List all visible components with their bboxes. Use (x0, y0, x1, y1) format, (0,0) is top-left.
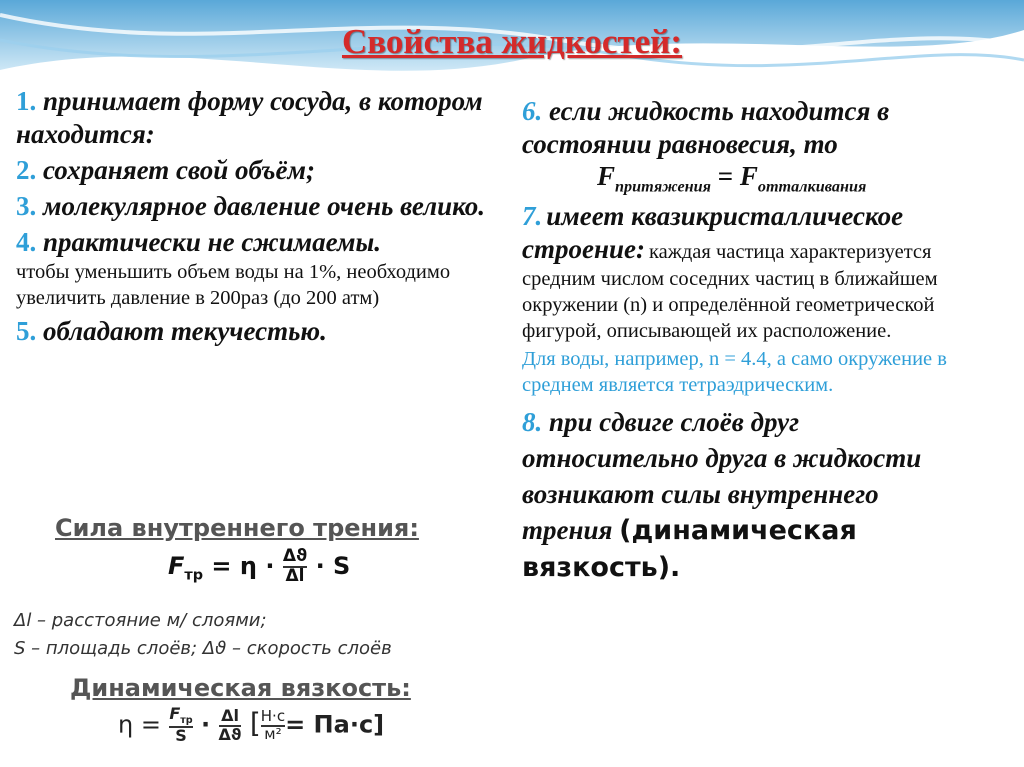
viscosity-denominator-2: Δϑ (218, 724, 242, 744)
friction-denominator: Δl (285, 565, 305, 586)
friction-f: F (168, 551, 185, 580)
viscosity-unit-fraction (260, 706, 286, 743)
property-3-text: молекулярное давление очень велико. (43, 191, 485, 221)
property-7 (522, 200, 1002, 344)
viscosity-numerator-1 (169, 706, 192, 728)
property-1-number: 1. (16, 86, 37, 116)
property-5-text: обладают текучестью. (43, 316, 327, 346)
property-7-text: имеет квазикристаллическое строение: (522, 201, 904, 265)
property-4-note: чтобы уменьшить объем воды на 1%, необходимо увеличить давление в 200раз (до 200 атм) (16, 261, 451, 309)
property-8 (522, 404, 962, 586)
property-4 (16, 226, 486, 259)
viscosity-numerator-2: Δl (219, 708, 242, 727)
viscosity-denominator-1: S (175, 726, 187, 746)
friction-legend-2: S – площадь слоёв; Δϑ – скорость слоёв (14, 638, 392, 659)
friction-mult: · S (315, 551, 351, 580)
viscosity-open-bracket: [ (249, 706, 261, 740)
friction-legend-1: Δl – расстояние м/ слоями; (14, 610, 267, 631)
viscosity-fraction-2 (218, 705, 242, 744)
friction-f-sub: тр (184, 567, 204, 584)
property-1-text: принимает форму сосуда, в котором находится: (16, 86, 483, 149)
friction-numerator: Δϑ (282, 546, 308, 566)
formula-f2: F (739, 161, 758, 191)
left-column (16, 85, 486, 348)
viscosity-unit-numerator: Н·с (260, 706, 286, 725)
page-title: Свойства жидкостей: (341, 22, 683, 61)
viscosity-fraction-1 (169, 706, 192, 745)
property-8-paren: (динамическая вязкость). (522, 515, 857, 584)
property-7-note: каждая частица характеризуется средним числом соседних частиц в ближайшем окружении (n) и определённой геометрической фигурой, описывающей их расположение. (522, 241, 938, 343)
formula-f1: F (597, 161, 616, 191)
friction-formula (168, 548, 350, 586)
viscosity-eta: η = (118, 710, 161, 739)
property-6-number: 6. (522, 96, 543, 126)
viscosity-unit: = Па·с] (285, 710, 385, 739)
property-8-number: 8. (522, 407, 543, 438)
property-6-text: если жидкость находится в состоянии равновесия, то (522, 96, 890, 159)
viscosity-f-sub: тр (180, 715, 193, 727)
equilibrium-formula (597, 161, 1024, 196)
friction-eq: = η · (211, 551, 275, 580)
friction-fraction (283, 548, 307, 586)
property-7-number: 7. (522, 201, 543, 232)
viscosity-f: F (169, 704, 181, 723)
property-5-number: 5. (16, 316, 37, 346)
property-4-text: практически не сжимаемы. (43, 227, 381, 257)
viscosity-unit-denominator: м² (264, 724, 282, 743)
property-8-text: при сдвиге слоёв друг относительно друга в жидкости возникают силы внутреннего трения (522, 407, 922, 546)
formula-eq: = (710, 161, 740, 191)
property-2-number: 2. (16, 155, 37, 185)
property-2 (16, 154, 486, 187)
property-3-number: 3. (16, 191, 37, 221)
formula-f2-sub: отталкивания (757, 177, 867, 196)
viscosity-dot: · (201, 710, 211, 739)
property-7-water-note: Для воды, например, n = 4.4, а само окружение в среднем является тетраэдрическим. (522, 348, 947, 397)
formula-f1-sub: притяжения (615, 177, 711, 196)
friction-heading: Сила внутреннего трения: (55, 514, 419, 542)
property-5 (16, 315, 486, 348)
viscosity-heading: Динамическая вязкость: (70, 674, 411, 702)
property-1 (16, 85, 486, 151)
viscosity-formula (118, 706, 384, 745)
right-column (522, 95, 1002, 586)
property-4-number: 4. (16, 227, 37, 257)
property-6 (522, 95, 1002, 161)
property-2-text: сохраняет свой объём; (43, 155, 316, 185)
property-3 (16, 190, 486, 223)
